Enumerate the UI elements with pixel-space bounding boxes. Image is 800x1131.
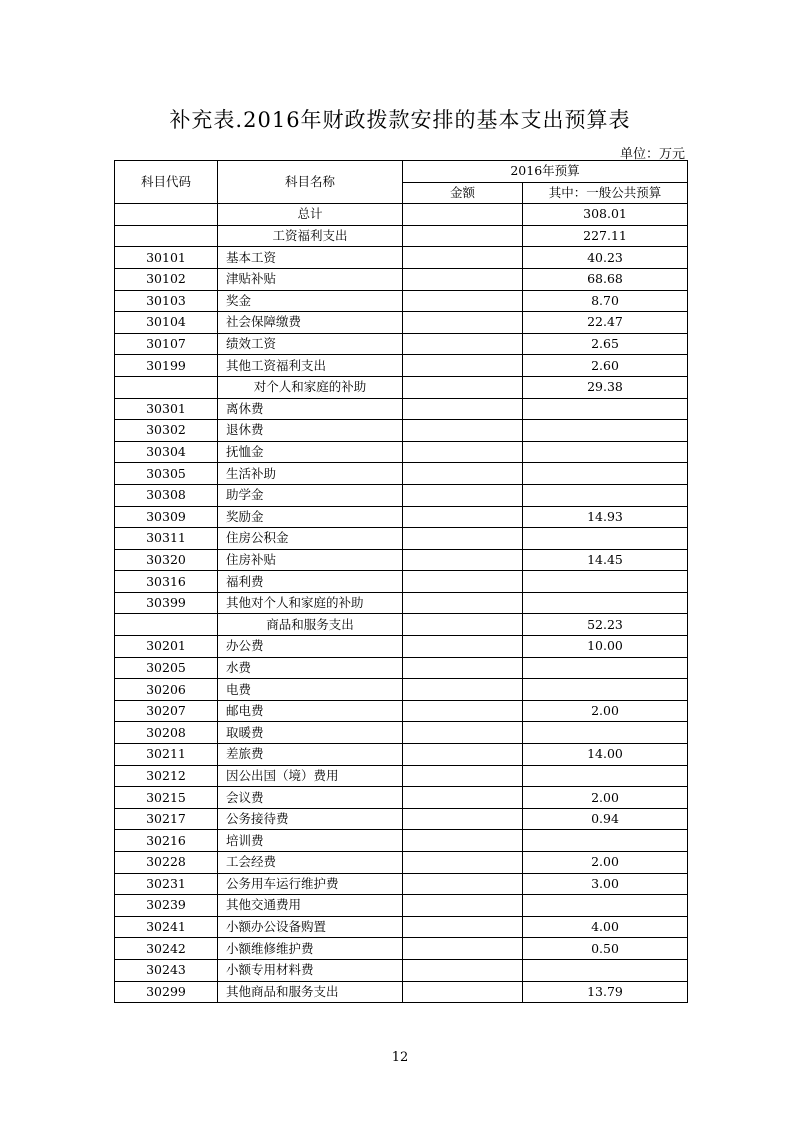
table-row — [115, 657, 688, 679]
row-name: 离休费 — [218, 398, 403, 420]
row-name: 公务接待费 — [218, 808, 403, 830]
row-name: 工资福利支出 — [218, 225, 403, 247]
row-amount — [403, 636, 523, 658]
row-code — [115, 376, 218, 398]
row-code: 30216 — [115, 830, 218, 852]
row-amount — [403, 916, 523, 938]
row-amount — [403, 657, 523, 679]
row-code: 30228 — [115, 852, 218, 874]
row-name: 电费 — [218, 679, 403, 701]
row-code: 30299 — [115, 981, 218, 1003]
row-name: 因公出国（境）费用 — [218, 765, 403, 787]
row-general-public-value — [523, 830, 688, 852]
row-code: 30201 — [115, 636, 218, 658]
row-code: 30302 — [115, 420, 218, 442]
row-amount — [403, 441, 523, 463]
row-general-public-value: 22.47 — [523, 312, 688, 334]
row-code: 30304 — [115, 441, 218, 463]
row-general-public-value — [523, 895, 688, 917]
row-general-public-value — [523, 420, 688, 442]
page-title: 补充表.2016年财政拨款安排的基本支出预算表 — [169, 108, 631, 132]
row-code: 30305 — [115, 463, 218, 485]
row-name: 商品和服务支出 — [218, 614, 403, 636]
row-general-public-value: 0.50 — [523, 938, 688, 960]
table-row — [115, 506, 688, 528]
row-general-public-value — [523, 463, 688, 485]
row-amount — [403, 571, 523, 593]
row-general-public-value — [523, 528, 688, 550]
row-amount — [403, 528, 523, 550]
table-row — [115, 873, 688, 895]
row-code: 30208 — [115, 722, 218, 744]
row-code: 30239 — [115, 895, 218, 917]
row-amount — [403, 959, 523, 981]
row-code — [115, 204, 218, 226]
row-name: 水费 — [218, 657, 403, 679]
row-code: 30199 — [115, 355, 218, 377]
row-amount — [403, 247, 523, 269]
row-general-public-value: 2.60 — [523, 355, 688, 377]
row-general-public-value — [523, 657, 688, 679]
table-row — [115, 722, 688, 744]
row-amount — [403, 873, 523, 895]
row-code: 30104 — [115, 312, 218, 334]
row-amount — [403, 808, 523, 830]
table-row — [115, 700, 688, 722]
table-row — [115, 614, 688, 636]
row-general-public-value: 29.38 — [523, 376, 688, 398]
row-name: 会议费 — [218, 787, 403, 809]
row-code: 30320 — [115, 549, 218, 571]
row-name: 其他工资福利支出 — [218, 355, 403, 377]
row-general-public-value: 8.70 — [523, 290, 688, 312]
row-code: 30206 — [115, 679, 218, 701]
row-name: 取暖费 — [218, 722, 403, 744]
row-general-public-value — [523, 679, 688, 701]
row-general-public-value: 68.68 — [523, 268, 688, 290]
header-amount: 金额 — [403, 182, 523, 204]
row-general-public-value — [523, 592, 688, 614]
row-code: 30243 — [115, 959, 218, 981]
row-code: 30212 — [115, 765, 218, 787]
row-name: 住房公积金 — [218, 528, 403, 550]
header-general-public: 其中：一般公共预算 — [523, 182, 688, 204]
row-name: 抚恤金 — [218, 441, 403, 463]
row-code: 30207 — [115, 700, 218, 722]
row-general-public-value: 13.79 — [523, 981, 688, 1003]
table-row — [115, 744, 688, 766]
row-name: 助学金 — [218, 484, 403, 506]
row-name: 奖励金 — [218, 506, 403, 528]
row-name: 小额办公设备购置 — [218, 916, 403, 938]
row-general-public-value — [523, 441, 688, 463]
row-name: 福利费 — [218, 571, 403, 593]
row-name: 小额专用材料费 — [218, 959, 403, 981]
row-amount — [403, 679, 523, 701]
row-name: 其他交通费用 — [218, 895, 403, 917]
row-code: 30301 — [115, 398, 218, 420]
row-code: 30316 — [115, 571, 218, 593]
table-row — [115, 290, 688, 312]
row-general-public-value — [523, 484, 688, 506]
row-name: 小额维修维护费 — [218, 938, 403, 960]
row-code: 30399 — [115, 592, 218, 614]
row-amount — [403, 420, 523, 442]
budget-table — [114, 160, 688, 1003]
row-general-public-value: 14.45 — [523, 549, 688, 571]
row-name: 社会保障缴费 — [218, 312, 403, 334]
table-row — [115, 830, 688, 852]
row-amount — [403, 895, 523, 917]
table-row — [115, 765, 688, 787]
table-row — [115, 787, 688, 809]
table-row — [115, 420, 688, 442]
table-row — [115, 549, 688, 571]
row-amount — [403, 506, 523, 528]
table-row — [115, 895, 688, 917]
row-general-public-value — [523, 765, 688, 787]
row-amount — [403, 830, 523, 852]
table-row — [115, 808, 688, 830]
table-row — [115, 225, 688, 247]
row-code: 30107 — [115, 333, 218, 355]
row-code: 30102 — [115, 268, 218, 290]
table-row — [115, 398, 688, 420]
page-number: 12 — [391, 1050, 409, 1065]
table-row — [115, 938, 688, 960]
row-general-public-value — [523, 398, 688, 420]
row-general-public-value — [523, 959, 688, 981]
row-amount — [403, 614, 523, 636]
row-name: 住房补贴 — [218, 549, 403, 571]
row-general-public-value: 3.00 — [523, 873, 688, 895]
row-name: 生活补助 — [218, 463, 403, 485]
row-code: 30217 — [115, 808, 218, 830]
row-general-public-value: 308.01 — [523, 204, 688, 226]
row-general-public-value: 4.00 — [523, 916, 688, 938]
row-general-public-value: 14.00 — [523, 744, 688, 766]
table-row — [115, 981, 688, 1003]
table-row — [115, 247, 688, 269]
table-row — [115, 528, 688, 550]
row-amount — [403, 938, 523, 960]
row-name: 办公费 — [218, 636, 403, 658]
row-amount — [403, 355, 523, 377]
row-amount — [403, 376, 523, 398]
row-general-public-value: 0.94 — [523, 808, 688, 830]
row-code: 30211 — [115, 744, 218, 766]
table-row — [115, 312, 688, 334]
row-amount — [403, 852, 523, 874]
row-name: 基本工资 — [218, 247, 403, 269]
header-year-budget: 2016年预算 — [403, 161, 688, 183]
row-amount — [403, 981, 523, 1003]
table-row — [115, 592, 688, 614]
table-row — [115, 852, 688, 874]
row-amount — [403, 484, 523, 506]
table-row — [115, 268, 688, 290]
row-amount — [403, 787, 523, 809]
row-code: 30242 — [115, 938, 218, 960]
row-general-public-value — [523, 571, 688, 593]
row-name: 奖金 — [218, 290, 403, 312]
row-code: 30101 — [115, 247, 218, 269]
row-code: 30241 — [115, 916, 218, 938]
table-row — [115, 636, 688, 658]
table-row — [115, 333, 688, 355]
row-code: 30231 — [115, 873, 218, 895]
table-row — [115, 355, 688, 377]
table-body — [115, 204, 688, 1003]
row-amount — [403, 744, 523, 766]
row-name: 总计 — [218, 204, 403, 226]
table-row — [115, 959, 688, 981]
row-amount — [403, 592, 523, 614]
row-amount — [403, 700, 523, 722]
row-name: 退休费 — [218, 420, 403, 442]
row-code: 30215 — [115, 787, 218, 809]
row-amount — [403, 225, 523, 247]
unit-label: 单位：万元 — [619, 147, 685, 162]
row-code: 30308 — [115, 484, 218, 506]
row-general-public-value: 2.00 — [523, 852, 688, 874]
row-code — [115, 225, 218, 247]
row-general-public-value: 52.23 — [523, 614, 688, 636]
row-code — [115, 614, 218, 636]
row-name: 津贴补贴 — [218, 268, 403, 290]
row-name: 其他对个人和家庭的补助 — [218, 592, 403, 614]
row-name: 绩效工资 — [218, 333, 403, 355]
row-name: 对个人和家庭的补助 — [218, 376, 403, 398]
row-amount — [403, 333, 523, 355]
row-general-public-value: 2.65 — [523, 333, 688, 355]
row-code: 30309 — [115, 506, 218, 528]
row-amount — [403, 268, 523, 290]
row-general-public-value: 227.11 — [523, 225, 688, 247]
row-general-public-value: 14.93 — [523, 506, 688, 528]
row-amount — [403, 312, 523, 334]
table-row — [115, 204, 688, 226]
table-row — [115, 484, 688, 506]
row-name: 其他商品和服务支出 — [218, 981, 403, 1003]
row-code: 30311 — [115, 528, 218, 550]
row-name: 邮电费 — [218, 700, 403, 722]
table-row — [115, 571, 688, 593]
row-amount — [403, 765, 523, 787]
row-amount — [403, 549, 523, 571]
table-row — [115, 916, 688, 938]
row-name: 工会经费 — [218, 852, 403, 874]
row-general-public-value: 2.00 — [523, 787, 688, 809]
row-name: 培训费 — [218, 830, 403, 852]
row-general-public-value: 2.00 — [523, 700, 688, 722]
header-code: 科目代码 — [115, 161, 218, 204]
table-row — [115, 441, 688, 463]
header-name: 科目名称 — [218, 161, 403, 204]
row-code: 30205 — [115, 657, 218, 679]
row-general-public-value: 40.23 — [523, 247, 688, 269]
row-amount — [403, 204, 523, 226]
row-general-public-value: 10.00 — [523, 636, 688, 658]
row-name: 差旅费 — [218, 744, 403, 766]
row-amount — [403, 290, 523, 312]
row-amount — [403, 398, 523, 420]
row-amount — [403, 463, 523, 485]
row-general-public-value — [523, 722, 688, 744]
table-row — [115, 679, 688, 701]
row-amount — [403, 722, 523, 744]
table-row — [115, 463, 688, 485]
row-name: 公务用车运行维护费 — [218, 873, 403, 895]
table-row — [115, 376, 688, 398]
row-code: 30103 — [115, 290, 218, 312]
